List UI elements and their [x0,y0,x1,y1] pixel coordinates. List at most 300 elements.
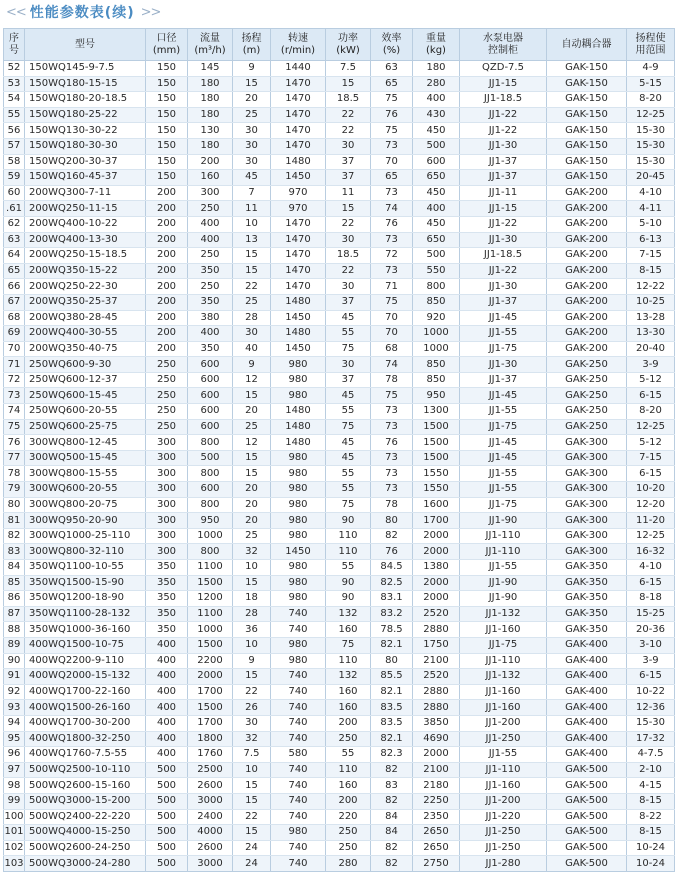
table-cell: 300 [188,185,233,201]
model-cell: 200WQ350-25-37 [25,294,146,310]
table-cell: 300 [146,497,188,513]
table-cell: 160 [188,170,233,186]
table-cell: 300 [146,450,188,466]
table-cell: 980 [271,482,326,498]
table-cell: 10-22 [627,684,675,700]
table-cell: JJ1-22 [460,216,547,232]
table-row [4,435,675,451]
column-header-line: 扬程 [241,32,262,44]
table-cell: 740 [271,840,326,856]
table-cell: 92 [4,684,25,700]
table-cell: 3-9 [627,653,675,669]
table-cell: 2650 [413,825,460,841]
table-cell: 300 [146,528,188,544]
table-cell: JJ1-160 [460,700,547,716]
table-cell: 920 [413,310,460,326]
table-cell: 20 [233,513,271,529]
table-cell: 15 [233,76,271,92]
table-cell: 1700 [188,715,233,731]
table-cell: 350 [146,575,188,591]
table-cell: 76 [4,435,25,451]
model-cell: 200WQ400-10-22 [25,216,146,232]
column-header-line: 功率 [338,32,358,44]
table-cell: JJ1-75 [460,341,547,357]
table-cell: 17-32 [627,731,675,747]
table-cell: 96 [4,747,25,763]
table-row [4,778,675,794]
model-cell: 350WQ1200-18-90 [25,591,146,607]
table-cell: 82 [4,528,25,544]
table-cell: 2000 [188,669,233,685]
table-cell: 600 [188,357,233,373]
table-row [4,404,675,420]
table-cell: 980 [271,591,326,607]
table-cell: GAK-250 [547,404,627,420]
table-cell: GAK-300 [547,497,627,513]
column-header [4,29,25,61]
table-cell: GAK-150 [547,107,627,123]
table-cell: 78 [371,372,413,388]
table-cell: 980 [271,560,326,576]
table-cell: 180 [188,76,233,92]
table-cell: 15 [233,669,271,685]
table-cell: 1480 [271,294,326,310]
table-cell: 7 [233,185,271,201]
table-row [4,622,675,638]
model-cell: 200WQ250-15-18.5 [25,248,146,264]
table-row [4,216,675,232]
table-cell: 15-30 [627,138,675,154]
table-cell: JJ1-37 [460,372,547,388]
table-row [4,684,675,700]
table-cell: 20 [233,404,271,420]
table-cell: 15 [326,76,371,92]
table-cell: 78 [371,497,413,513]
table-cell: 85 [4,575,25,591]
table-cell: 1450 [271,544,326,560]
table-cell: 150 [146,76,188,92]
table-cell: 150 [146,92,188,108]
table-cell: 30 [233,326,271,342]
table-cell: 400 [146,715,188,731]
table-cell: 250 [188,201,233,217]
table-cell: 77 [4,450,25,466]
table-cell: JJ1-160 [460,778,547,794]
table-cell: 2880 [413,700,460,716]
table-cell: 980 [271,372,326,388]
table-row [4,154,675,170]
table-cell: 69 [4,326,25,342]
table-cell: 30 [326,138,371,154]
model-cell: 350WQ1100-28-132 [25,606,146,622]
table-cell: 970 [271,185,326,201]
table-cell: 84 [371,825,413,841]
table-cell: 10-24 [627,840,675,856]
table-cell: 3-9 [627,357,675,373]
table-cell: 300 [146,513,188,529]
table-cell: 58 [4,154,25,170]
table-cell: 980 [271,466,326,482]
table-cell: 400 [146,684,188,700]
table-row [4,606,675,622]
table-cell: 83.2 [371,606,413,622]
table-cell: 250 [188,279,233,295]
column-header-line: (kW) [336,44,360,56]
table-cell: JJ1-45 [460,388,547,404]
table-cell: GAK-200 [547,185,627,201]
section-title [0,0,678,24]
model-cell: 350WQ1000-36-160 [25,622,146,638]
table-row [4,419,675,435]
table-cell: 82 [371,528,413,544]
table-cell: 180 [188,92,233,108]
table-cell: 1100 [188,606,233,622]
model-cell: 500WQ4000-15-250 [25,825,146,841]
table-cell: GAK-200 [547,310,627,326]
table-cell: 55 [326,466,371,482]
table-cell: 90 [4,653,25,669]
table-row [4,482,675,498]
table-cell: GAK-250 [547,372,627,388]
table-cell: 1200 [188,591,233,607]
table-cell: GAK-300 [547,466,627,482]
column-header-line: 型号 [75,38,95,50]
table-cell: 55 [326,747,371,763]
table-cell: 75 [326,341,371,357]
table-row [4,450,675,466]
table-cell: 2600 [188,840,233,856]
table-cell: 950 [188,513,233,529]
table-cell: GAK-350 [547,560,627,576]
model-cell: 500WQ3000-24-280 [25,856,146,872]
table-cell: 400 [188,216,233,232]
table-cell: 15 [233,466,271,482]
table-cell: 4-10 [627,560,675,576]
model-cell: 150WQ130-30-22 [25,123,146,139]
table-cell: 500 [146,809,188,825]
table-cell: 65 [4,263,25,279]
table-row [4,700,675,716]
table-cell: 950 [413,388,460,404]
table-cell: 95 [4,731,25,747]
table-cell: JJ1-200 [460,793,547,809]
table-row [4,528,675,544]
column-header [627,29,675,61]
table-cell: JJ1-75 [460,419,547,435]
table-cell: 250 [146,404,188,420]
table-cell: JJ1-30 [460,232,547,248]
table-cell: 53 [4,76,25,92]
column-header-line: (%) [382,44,401,56]
table-cell: 740 [271,715,326,731]
table-cell: 15 [233,778,271,794]
table-cell: 55 [326,560,371,576]
column-header [188,29,233,61]
table-cell: 300 [146,435,188,451]
table-cell: 150 [146,138,188,154]
table-cell: 75 [371,388,413,404]
table-cell: 500 [146,825,188,841]
table-cell: 103 [4,856,25,872]
table-cell: 15 [233,450,271,466]
table-cell: 55 [326,482,371,498]
table-cell: 1750 [413,637,460,653]
column-header-line: 扬程使 [635,32,666,44]
table-cell: 200 [146,216,188,232]
table-cell: 55 [326,404,371,420]
table-row [4,76,675,92]
table-cell: 600 [188,419,233,435]
table-cell: 5-12 [627,372,675,388]
table-cell: 2520 [413,606,460,622]
table-cell: 1500 [413,419,460,435]
table-cell: 180 [188,107,233,123]
table-cell: 2880 [413,622,460,638]
table-cell: 150 [146,154,188,170]
table-cell: JJ1-160 [460,684,547,700]
table-cell: 93 [4,700,25,716]
table-cell: 12-20 [627,497,675,513]
table-cell: 82.5 [371,575,413,591]
table-cell: 52 [4,61,25,77]
table-cell: 10 [233,637,271,653]
table-cell: 82.1 [371,684,413,700]
table-cell: 90 [326,591,371,607]
table-cell: 2750 [413,856,460,872]
table-cell: 75 [326,497,371,513]
table-cell: 68 [371,341,413,357]
table-cell: 1470 [271,123,326,139]
table-cell: 1480 [271,419,326,435]
table-cell: 280 [326,856,371,872]
title-left-arrows: << [6,4,26,20]
table-cell: 8-20 [627,92,675,108]
table-cell: 10-25 [627,294,675,310]
table-cell: 500 [413,138,460,154]
table-cell: 380 [188,310,233,326]
table-cell: 2350 [413,809,460,825]
column-header-line: 用范围 [635,44,666,56]
column-header-line: 控制柜 [488,44,518,56]
table-cell: 1470 [271,263,326,279]
column-header [413,29,460,61]
model-cell: 150WQ145-9-7.5 [25,61,146,77]
table-cell: GAK-400 [547,747,627,763]
table-cell: 430 [413,107,460,123]
table-cell: 22 [326,216,371,232]
model-cell: 250WQ600-15-45 [25,388,146,404]
table-cell: 90 [326,575,371,591]
table-cell: 68 [4,310,25,326]
model-cell: 200WQ250-22-30 [25,279,146,295]
table-cell: 2100 [413,653,460,669]
table-cell: GAK-300 [547,435,627,451]
table-cell: 3-10 [627,637,675,653]
table-cell: 30 [326,279,371,295]
table-cell: 20 [233,497,271,513]
table-cell: GAK-200 [547,232,627,248]
model-cell: 400WQ1500-10-75 [25,637,146,653]
table-cell: 97 [4,762,25,778]
table-row [4,513,675,529]
table-cell: 36 [233,622,271,638]
table-cell: JJ1-250 [460,840,547,856]
table-cell: 30 [233,123,271,139]
model-cell: 150WQ160-45-37 [25,170,146,186]
model-cell: 300WQ800-20-75 [25,497,146,513]
table-cell: 10 [233,560,271,576]
table-cell: 1000 [188,622,233,638]
table-row [4,809,675,825]
table-row [4,138,675,154]
table-cell: 200 [146,232,188,248]
table-cell: 62 [4,216,25,232]
table-cell: 73 [371,450,413,466]
table-cell: 500 [188,450,233,466]
table-cell: 76 [371,216,413,232]
table-cell: 1700 [188,684,233,700]
table-cell: 15 [326,201,371,217]
table-cell: GAK-350 [547,591,627,607]
model-cell: 150WQ180-25-22 [25,107,146,123]
table-cell: 2000 [413,544,460,560]
table-cell: 80 [4,497,25,513]
table-cell: 25 [233,107,271,123]
table-cell: 1380 [413,560,460,576]
table-cell: 86 [4,591,25,607]
table-cell: 7-15 [627,450,675,466]
table-cell: 132 [326,669,371,685]
table-cell: 350 [188,341,233,357]
table-cell: 200 [146,185,188,201]
table-body [4,61,675,872]
table-cell: 30 [233,138,271,154]
table-cell: 10-20 [627,482,675,498]
table-cell: 7-15 [627,248,675,264]
table-cell: 980 [271,357,326,373]
table-cell: 7.5 [326,61,371,77]
table-cell: 1500 [413,435,460,451]
column-header-line: (m³/h) [194,44,226,56]
table-cell: 2400 [188,809,233,825]
table-cell: 12-25 [627,107,675,123]
table-cell: 15 [233,793,271,809]
table-cell: 63 [371,61,413,77]
table-cell: 980 [271,528,326,544]
table-cell: 45 [326,435,371,451]
table-cell: 83.1 [371,591,413,607]
table-cell: 980 [271,450,326,466]
table-cell: GAK-350 [547,575,627,591]
table-cell: GAK-150 [547,138,627,154]
table-cell: 8-20 [627,404,675,420]
table-cell: 980 [271,637,326,653]
table-cell: 45 [326,310,371,326]
table-cell: 37 [326,372,371,388]
column-header-line: 流量 [200,32,220,44]
table-cell: 30 [233,715,271,731]
table-row [4,170,675,186]
table-row [4,185,675,201]
table-cell: JJ1-132 [460,669,547,685]
column-header [326,29,371,61]
table-cell: 180 [188,138,233,154]
table-cell: JJ1-75 [460,637,547,653]
table-cell: 20 [233,92,271,108]
column-header-line: 号 [9,44,19,56]
table-cell: 200 [146,341,188,357]
table-row [4,466,675,482]
table-cell: 200 [146,310,188,326]
table-cell: 64 [4,248,25,264]
table-cell: 87 [4,606,25,622]
table-row [4,762,675,778]
table-cell: 15 [233,388,271,404]
table-cell: 200 [146,263,188,279]
table-cell: GAK-200 [547,216,627,232]
table-cell: GAK-200 [547,341,627,357]
table-cell: 4-10 [627,185,675,201]
table-cell: 20-45 [627,170,675,186]
table-cell: 72 [371,248,413,264]
column-header-line: 转速 [288,32,308,44]
table-cell: GAK-200 [547,326,627,342]
table-cell: 800 [413,279,460,295]
table-cell: 300 [146,544,188,560]
model-cell: 400WQ1760-7.5-55 [25,747,146,763]
table-cell: 79 [4,482,25,498]
table-cell: GAK-300 [547,544,627,560]
table-cell: 220 [326,809,371,825]
table-cell: 1470 [271,232,326,248]
table-cell: 9 [233,653,271,669]
table-cell: 1480 [271,435,326,451]
model-cell: 500WQ3000-15-200 [25,793,146,809]
column-header-line: (m) [242,44,261,56]
table-row [4,61,675,77]
table-cell: 12 [233,372,271,388]
table-cell: 8-15 [627,793,675,809]
table-cell: 75 [326,419,371,435]
table-cell: 450 [413,123,460,139]
table-cell: JJ1-45 [460,450,547,466]
table-cell: 102 [4,840,25,856]
table-cell: 18 [233,591,271,607]
table-cell: 98 [4,778,25,794]
table-cell: 73 [371,138,413,154]
table-cell: 76 [371,544,413,560]
table-cell: GAK-200 [547,294,627,310]
model-cell: 300WQ800-15-55 [25,466,146,482]
table-cell: 740 [271,856,326,872]
model-cell: 200WQ300-7-11 [25,185,146,201]
table-cell: JJ1-18.5 [460,248,547,264]
table-cell: JJ1-45 [460,435,547,451]
table-cell: 82 [371,762,413,778]
table-cell: GAK-150 [547,123,627,139]
table-cell: 30 [233,154,271,170]
column-header [233,29,271,61]
table-cell: 6-15 [627,388,675,404]
table-cell: 11 [326,185,371,201]
model-cell: 300WQ500-15-45 [25,450,146,466]
column-header [146,29,188,61]
table-cell: GAK-350 [547,622,627,638]
table-cell: 22 [233,279,271,295]
table-cell: 980 [271,388,326,404]
model-cell: 300WQ950-20-90 [25,513,146,529]
table-row [4,840,675,856]
